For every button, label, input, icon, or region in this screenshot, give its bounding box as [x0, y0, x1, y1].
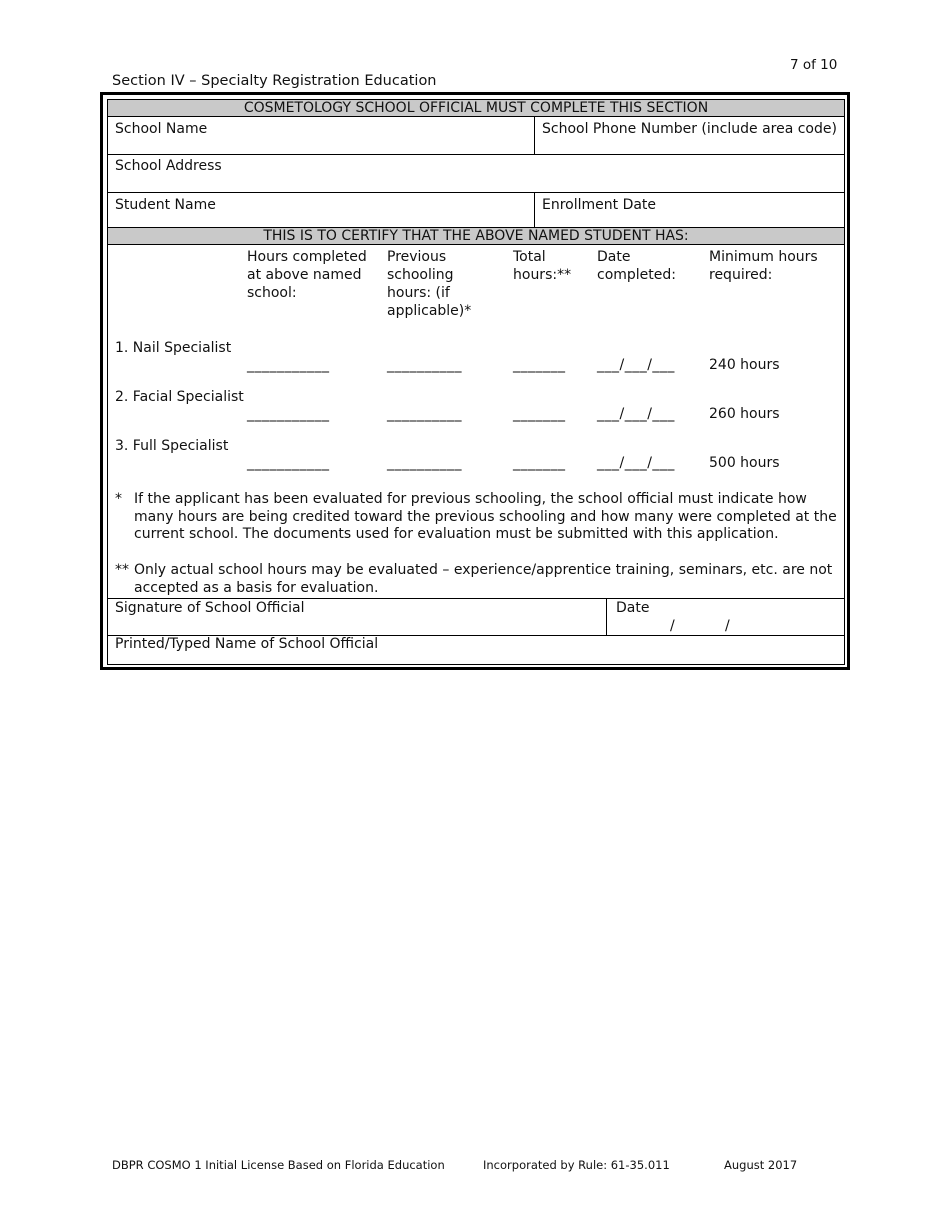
hours-completed-header: Hours completed at above named school:	[247, 249, 367, 301]
note-mark-single: *	[115, 491, 122, 507]
full-previous-field[interactable]: __________	[387, 455, 462, 471]
page-number: 7 of 10	[790, 57, 838, 73]
school-phone-field[interactable]	[535, 117, 844, 153]
facial-total-field[interactable]: _______	[513, 406, 566, 422]
note-mark-double: **	[115, 562, 129, 578]
facial-min-hours: 260 hours	[709, 406, 780, 422]
total-hours-header: Total hours:**	[513, 249, 572, 283]
note-evaluation: If the applicant has been evaluated for previous schooling, the school official must indicate how many hours are being credited toward the previous schooling and how many were completed at the current school. The documents used for evaluation must be submitted with this application.	[134, 491, 837, 542]
previous-hours-header: Previous schooling hours: (if applicable)*	[387, 249, 472, 319]
school-phone-label: School Phone Number (include area code)	[542, 121, 837, 137]
enrollment-date-field[interactable]	[535, 193, 844, 227]
nail-date-field[interactable]: ___/___/___	[597, 357, 675, 373]
nail-previous-field[interactable]: __________	[387, 357, 462, 373]
signature-field[interactable]	[108, 599, 606, 635]
signature-label: Signature of School Official	[115, 600, 305, 616]
student-name-field[interactable]	[108, 193, 534, 227]
full-total-field[interactable]: _______	[513, 455, 566, 471]
full-date-field[interactable]: ___/___/___	[597, 455, 675, 471]
facial-date-field[interactable]: ___/___/___	[597, 406, 675, 422]
form-frame	[100, 92, 850, 670]
facial-hours-field[interactable]: ___________	[247, 406, 330, 422]
school-address-field[interactable]	[108, 155, 844, 192]
printed-name-label: Printed/Typed Name of School Official	[115, 636, 379, 652]
student-name-label: Student Name	[115, 197, 216, 213]
footer-form-id: DBPR COSMO 1 Initial License Based on Florida Education	[112, 1158, 445, 1172]
printed-name-field[interactable]	[108, 636, 844, 664]
nail-specialist-label: 1. Nail Specialist	[115, 340, 232, 356]
full-min-hours: 500 hours	[709, 455, 780, 471]
full-specialist-label: 3. Full Specialist	[115, 438, 229, 454]
section-title: Section IV – Specialty Registration Education	[112, 73, 437, 89]
school-official-header: COSMETOLOGY SCHOOL OFFICIAL MUST COMPLETE THIS SECTION	[108, 100, 844, 117]
minimum-hours-header: Minimum hours required:	[709, 249, 818, 283]
facial-specialist-label: 2. Facial Specialist	[115, 389, 244, 405]
enrollment-date-label: Enrollment Date	[542, 197, 657, 213]
nail-min-hours: 240 hours	[709, 357, 780, 373]
facial-previous-field[interactable]: __________	[387, 406, 462, 422]
date-slash: /	[670, 618, 675, 634]
date-slash: /	[725, 618, 730, 634]
school-address-label: School Address	[115, 158, 222, 174]
school-name-label: School Name	[115, 121, 208, 137]
date-completed-header: Date completed:	[597, 249, 676, 283]
date-label: Date	[616, 600, 650, 616]
certify-header: THIS IS TO CERTIFY THAT THE ABOVE NAMED STUDENT HAS:	[108, 228, 844, 245]
signature-date-field[interactable]	[607, 599, 844, 635]
footer-rule: Incorporated by Rule: 61-35.011	[483, 1158, 670, 1172]
school-name-field[interactable]	[108, 117, 534, 153]
note-actual-hours: Only actual school hours may be evaluated – experience/apprentice training, seminars, etc. are not accepted as a basis for evaluation.	[134, 562, 833, 596]
footer-date: August 2017	[724, 1158, 798, 1172]
form-table	[107, 99, 845, 665]
nail-total-field[interactable]: _______	[513, 357, 566, 373]
nail-hours-field[interactable]: ___________	[247, 357, 330, 373]
full-hours-field[interactable]: ___________	[247, 455, 330, 471]
